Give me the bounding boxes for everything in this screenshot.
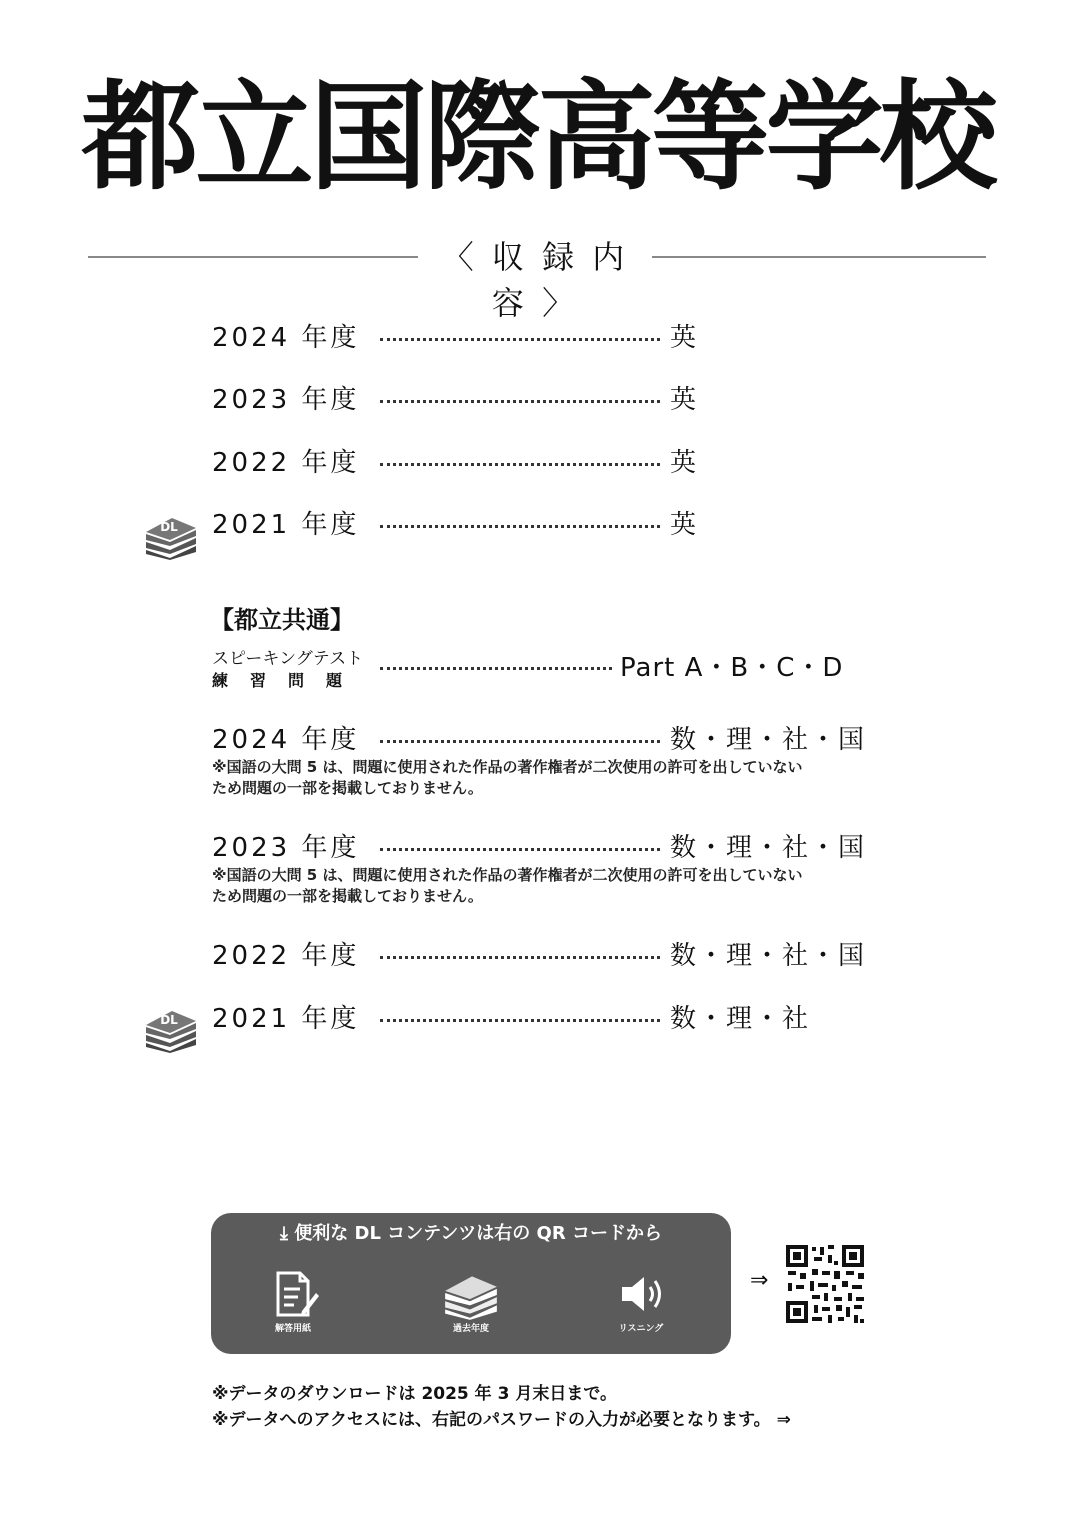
row-year: 2023 年度 (212, 833, 360, 863)
common-row-2021 (212, 1001, 872, 1037)
contents-heading (88, 234, 986, 322)
leader-dots (380, 463, 660, 466)
row-subjects: 数・理・社・国 (670, 833, 867, 863)
heading-rule-left (88, 256, 418, 258)
leader-dots (380, 400, 660, 403)
row-subjects: 数・理・社 (670, 1004, 811, 1034)
dl-box-heading-text: 便利な DL コンテンツは右の QR コードから (294, 1223, 662, 1244)
row-subjects: 英 (670, 385, 699, 415)
speaker-icon (614, 1267, 668, 1321)
qr-code[interactable] (784, 1243, 866, 1325)
books-icon (441, 1267, 501, 1321)
common-row-2024 (212, 722, 872, 758)
past-years-label: 過去年度 (452, 1324, 489, 1334)
contents-label: 〈 収 録 内 容 〉 (441, 238, 629, 322)
note-line2: ため問題の一部を掲載しておりません。 (212, 779, 483, 797)
leader-dots (380, 525, 660, 528)
note-2023 (212, 865, 802, 907)
speaking-row (212, 648, 872, 694)
row-subjects: 数・理・社・国 (670, 941, 867, 971)
leader-dots (380, 1019, 660, 1022)
row-year: 2024 年度 (212, 323, 360, 353)
dl-book-icon (142, 1003, 200, 1053)
common-row-2023 (212, 830, 872, 866)
past-years-item (431, 1267, 511, 1347)
english-row-2023 (212, 382, 712, 418)
note-line1: ※国語の大問 5 は、問題に使用された作品の著作権者が二次使用の許可を出していない (212, 866, 803, 884)
row-subjects: 数・理・社・国 (670, 725, 867, 755)
heading-rule-right (652, 256, 986, 258)
speaking-line1: スピーキングテスト (212, 649, 364, 669)
row-year: 2022 年度 (212, 448, 360, 478)
footnote-download-deadline: ※データのダウンロードは 2025 年 3 月末日まで。 (212, 1384, 618, 1404)
listening-item (601, 1267, 681, 1347)
leader-dots (380, 848, 660, 851)
common-row-2022 (212, 938, 872, 974)
section-label: 【都立共通】 (210, 606, 354, 634)
row-year: 2021 年度 (212, 510, 360, 540)
dl-contents-box (211, 1213, 731, 1354)
note-line2: ため問題の一部を掲載しておりません。 (212, 887, 483, 905)
arrow-to-qr: ⇒ (750, 1268, 769, 1293)
row-year: 2021 年度 (212, 1004, 360, 1034)
note-line1: ※国語の大問 5 は、問題に使用された作品の著作権者が二次使用の許可を出していない (212, 758, 803, 776)
page-title: 都立国際高等学校 (81, 68, 994, 206)
leader-dots (380, 338, 660, 341)
leader-dots (380, 667, 612, 670)
footnote-password: ※データへのアクセスには、右記のパスワードの入力が必要となります。 ⇒ (212, 1410, 791, 1430)
english-row-2021 (212, 507, 712, 543)
dl-icon-text: DL (160, 1013, 178, 1027)
note-2024 (212, 757, 802, 799)
row-subjects: 英 (670, 323, 699, 353)
leader-dots (380, 956, 660, 959)
row-year: 2024 年度 (212, 725, 360, 755)
answer-sheet-label: 解答用紙 (274, 1324, 311, 1334)
dl-book-icon (142, 510, 200, 560)
answer-sheet-icon (266, 1267, 320, 1321)
row-subjects: 英 (670, 448, 699, 478)
download-icon: ⤓ (280, 1223, 295, 1244)
listening-label: リスニング (618, 1324, 664, 1334)
leader-dots (380, 740, 660, 743)
english-row-2024 (212, 320, 712, 356)
english-row-2022 (212, 445, 712, 481)
row-subjects: 英 (670, 510, 699, 540)
row-year: 2022 年度 (212, 941, 360, 971)
speaking-line2: 練習問題 (212, 671, 365, 690)
speaking-subjects: Part A・B・C・D (620, 653, 844, 683)
row-year: 2023 年度 (212, 385, 360, 415)
answer-sheet-item (253, 1267, 333, 1347)
dl-icon-text: DL (160, 520, 178, 534)
dl-box-heading (211, 1221, 731, 1247)
